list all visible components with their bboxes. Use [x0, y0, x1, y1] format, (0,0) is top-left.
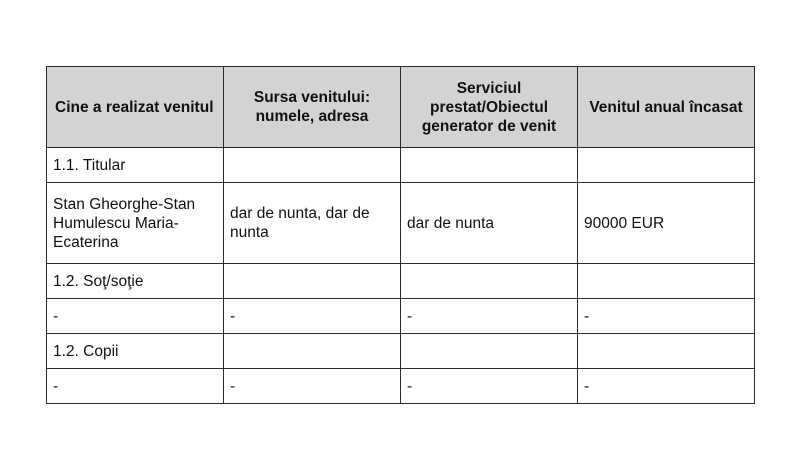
- income-table: [46, 66, 755, 404]
- table-row: [47, 299, 755, 334]
- header-cine-a-realizat-venitul: Cine a realizat venitul: [47, 67, 224, 148]
- table-body: [47, 148, 755, 404]
- table-row: [47, 183, 755, 264]
- table-row: [47, 369, 755, 404]
- table-row: [47, 148, 755, 183]
- cell-service: [401, 334, 578, 369]
- header-serviciul-prestat: Serviciul prestat/Obiectul generator de venit: [401, 67, 578, 148]
- header-venitul-anual: Venitul anual încasat: [578, 67, 755, 148]
- cell-income: [578, 264, 755, 299]
- cell-who: 1.1. Titular: [47, 148, 224, 183]
- cell-income: 90000 EUR: [578, 183, 755, 264]
- cell-service: dar de nunta: [401, 183, 578, 264]
- cell-income: -: [578, 369, 755, 404]
- cell-who: 1.2. Soţ/soţie: [47, 264, 224, 299]
- cell-source: -: [224, 299, 401, 334]
- cell-income: [578, 334, 755, 369]
- cell-who: Stan Gheorghe-Stan Humulescu Maria-Ecaterina: [47, 183, 224, 264]
- cell-who: 1.2. Copii: [47, 334, 224, 369]
- cell-service: -: [401, 369, 578, 404]
- cell-source: -: [224, 369, 401, 404]
- header-row: [47, 67, 755, 148]
- cell-service: [401, 148, 578, 183]
- cell-who: -: [47, 299, 224, 334]
- cell-source: [224, 334, 401, 369]
- cell-income: [578, 148, 755, 183]
- cell-service: -: [401, 299, 578, 334]
- table-row: [47, 334, 755, 369]
- table-row: [47, 264, 755, 299]
- cell-who: -: [47, 369, 224, 404]
- cell-service: [401, 264, 578, 299]
- header-sursa-venitului: Sursa venitului: numele, adresa: [224, 67, 401, 148]
- cell-source: dar de nunta, dar de nunta: [224, 183, 401, 264]
- table-header: [47, 67, 755, 148]
- cell-source: [224, 264, 401, 299]
- cell-source: [224, 148, 401, 183]
- cell-income: -: [578, 299, 755, 334]
